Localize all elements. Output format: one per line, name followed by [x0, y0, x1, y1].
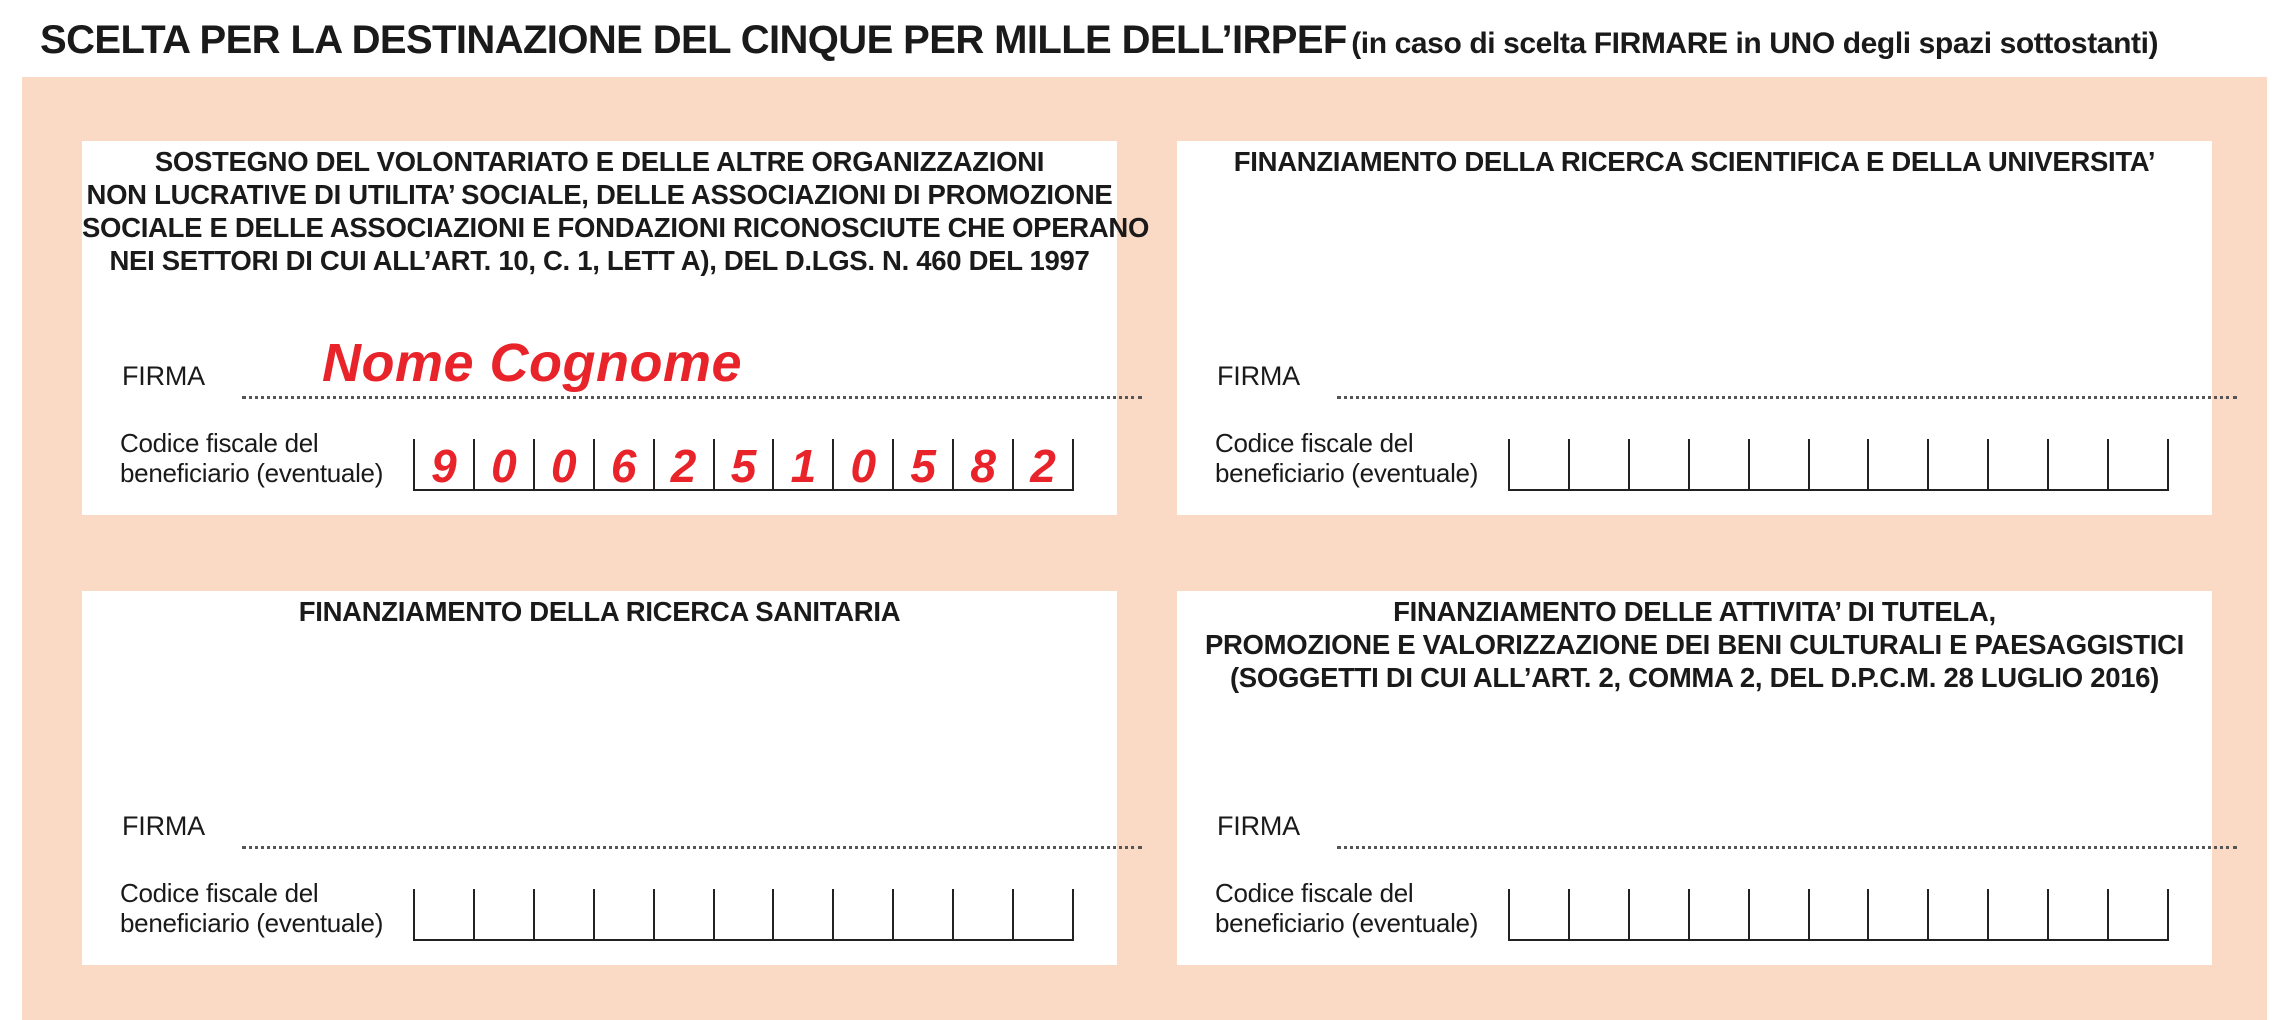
box-ricerca-scientifica	[1177, 141, 2212, 515]
heading-line: FINANZIAMENTO DELLA RICERCA SCIENTIFICA E DELLA UNIVERSITA’	[1233, 146, 2156, 177]
cf-digit-cell[interactable]	[1808, 439, 1868, 489]
cf-digit-cell[interactable]: 0	[832, 439, 892, 489]
box-beni-culturali	[1177, 591, 2212, 965]
firma-label: FIRMA	[1217, 811, 1300, 841]
box-ricerca-sanitaria	[82, 591, 1117, 965]
cf-digit-cell[interactable]: 2	[653, 439, 713, 489]
box-heading	[82, 595, 1117, 628]
cf-digit-cell[interactable]: 0	[473, 439, 533, 489]
cf-digit-cell[interactable]	[892, 889, 952, 939]
firma-label: FIRMA	[122, 811, 205, 841]
signature-text: Nome Cognome	[322, 333, 743, 393]
cf-digit-cell[interactable]	[1568, 439, 1628, 489]
cf-digit-cell[interactable]	[1628, 439, 1688, 489]
firma-label: FIRMA	[1217, 361, 1300, 391]
cf-digit-cell[interactable]	[832, 889, 892, 939]
cf-digit-cell[interactable]	[1628, 889, 1688, 939]
heading-line: NEI SETTORI DI CUI ALL’ART. 10, C. 1, LETT A), DEL D.LGS. N. 460 DEL 1997	[109, 245, 1090, 276]
cf-digit-cell[interactable]: 9	[413, 439, 473, 489]
codice-fiscale-field[interactable]	[413, 889, 1074, 941]
cf-digit-cell[interactable]: 6	[593, 439, 653, 489]
cf-digit-cell[interactable]	[1987, 889, 2047, 939]
selection-panel	[22, 77, 2267, 1020]
cf-digit-cell[interactable]	[1808, 889, 1868, 939]
cf-digit-cell[interactable]	[1568, 889, 1628, 939]
heading-line: FINANZIAMENTO DELLA RICERCA SANITARIA	[298, 596, 901, 627]
cf-digit-cell[interactable]	[653, 889, 713, 939]
cf-digit-cell[interactable]	[1508, 439, 1568, 489]
heading-line: SOSTEGNO DEL VOLONTARIATO E DELLE ALTRE ORGANIZZAZIONI	[154, 146, 1045, 177]
codice-fiscale-label: Codice fiscale del beneficiario (eventuale)	[1215, 428, 1479, 488]
title-main: SCELTA PER LA DESTINAZIONE DEL CINQUE PER MILLE DELL’IRPEF	[40, 18, 1347, 62]
cf-digit-cell[interactable]	[1987, 439, 2047, 489]
cf-digit-cell[interactable]: 2	[1012, 439, 1074, 489]
codice-fiscale-label: Codice fiscale del beneficiario (eventuale)	[1215, 878, 1479, 938]
box-heading	[82, 145, 1150, 277]
cf-digit-cell[interactable]	[1688, 889, 1748, 939]
cf-digit-cell[interactable]	[2107, 889, 2169, 939]
cf-digit-cell[interactable]	[1927, 439, 1987, 489]
cf-digit-cell[interactable]: 0	[533, 439, 593, 489]
cf-digit-cell[interactable]	[2107, 439, 2169, 489]
cf-digit-cell[interactable]	[1508, 889, 1568, 939]
codice-fiscale-field[interactable]	[1508, 439, 2169, 491]
cf-digit-cell[interactable]	[1748, 889, 1808, 939]
cf-digit-cell[interactable]	[1927, 889, 1987, 939]
firma-label: FIRMA	[122, 361, 205, 391]
cf-digit-cell[interactable]: 5	[713, 439, 773, 489]
cf-digit-cell[interactable]	[1688, 439, 1748, 489]
heading-line: (SOGGETTI DI CUI ALL’ART. 2, COMMA 2, DEL D.P.C.M. 28 LUGLIO 2016)	[1229, 662, 2160, 693]
cf-digit-cell[interactable]	[1867, 439, 1927, 489]
cf-digit-cell[interactable]: 8	[952, 439, 1012, 489]
signature-line[interactable]	[242, 843, 1142, 849]
codice-fiscale-field[interactable]	[1508, 889, 2169, 941]
cf-digit-cell[interactable]: 1	[772, 439, 832, 489]
codice-fiscale-label: Codice fiscale del beneficiario (eventuale)	[120, 878, 384, 938]
cf-digit-cell[interactable]	[952, 889, 1012, 939]
cf-digit-cell[interactable]	[2047, 439, 2107, 489]
signature-line[interactable]	[1337, 843, 2237, 849]
signature-line[interactable]	[1337, 393, 2237, 399]
codice-fiscale-field[interactable]	[413, 439, 1074, 491]
cf-digit-cell[interactable]	[1867, 889, 1927, 939]
cf-digit-cell[interactable]: 5	[892, 439, 952, 489]
heading-line: FINANZIAMENTO DELLE ATTIVITA’ DI TUTELA,	[1393, 596, 1996, 627]
cf-digit-cell[interactable]	[713, 889, 773, 939]
cf-digit-cell[interactable]	[533, 889, 593, 939]
cf-digit-cell[interactable]	[1012, 889, 1074, 939]
cf-digit-cell[interactable]	[1748, 439, 1808, 489]
heading-line: SOCIALE E DELLE ASSOCIAZIONI E FONDAZIONI RICONOSCIUTE CHE OPERANO	[82, 212, 1150, 243]
box-volontariato	[82, 141, 1150, 515]
cf-digit-cell[interactable]	[2047, 889, 2107, 939]
box-heading	[1177, 595, 2212, 694]
form-title	[40, 10, 2280, 70]
cf-digit-cell[interactable]	[473, 889, 533, 939]
cf-digit-cell[interactable]	[772, 889, 832, 939]
cf-digit-cell[interactable]	[593, 889, 653, 939]
heading-line: NON LUCRATIVE DI UTILITA’ SOCIALE, DELLE ASSOCIAZIONI DI PROMOZIONE	[86, 179, 1113, 210]
title-instructions: (in caso di scelta FIRMARE in UNO degli spazi sottostanti)	[1351, 27, 2159, 60]
codice-fiscale-label: Codice fiscale del beneficiario (eventuale)	[120, 428, 384, 488]
box-heading	[1177, 145, 2212, 178]
heading-line: PROMOZIONE E VALORIZZAZIONE DEI BENI CULTURALI E PAESAGGISTICI	[1204, 629, 2185, 660]
cf-digit-cell[interactable]	[413, 889, 473, 939]
